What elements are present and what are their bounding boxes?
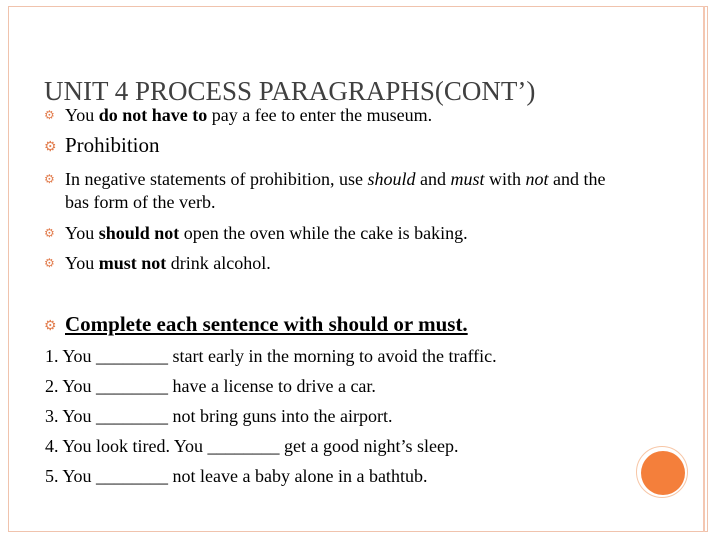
- bullet-text: You do not have to pay a fee to enter the museum.: [65, 105, 433, 125]
- bullet-icon: ⚙: [44, 319, 57, 334]
- decorative-orange-circle: [641, 451, 685, 495]
- bullet-icon: ⚙: [44, 226, 55, 240]
- slide-border-right: [703, 6, 705, 532]
- bullet-text: In negative statements of prohibition, use should and must with not and the bas form of the verb.: [65, 169, 606, 212]
- exercise-heading: Complete each sentence with should or must.: [65, 312, 468, 336]
- exercise-item: 4. You look tired. You ________ get a good night’s sleep.: [45, 436, 459, 456]
- bullet-icon: ⚙: [44, 256, 55, 270]
- heading-prohibition: Prohibition: [65, 133, 160, 157]
- bullet-icon: ⚙: [44, 172, 55, 186]
- exercise-item: 2. You ________ have a license to drive a car.: [45, 376, 376, 396]
- slide-title: UNIT 4 PROCESS PARAGRAPHS(CONT’): [44, 76, 536, 106]
- bullet-icon: ⚙: [44, 140, 57, 155]
- bullet-icon: ⚙: [44, 108, 55, 122]
- exercise-item: 3. You ________ not bring guns into the airport.: [45, 406, 393, 426]
- exercise-item: 1. You ________ start early in the morning to avoid the traffic.: [45, 346, 497, 366]
- bullet-text: You must not drink alcohol.: [65, 253, 271, 273]
- bullet-text: You should not open the oven while the cake is baking.: [65, 223, 468, 243]
- exercise-item: 5. You ________ not leave a baby alone in a bathtub.: [45, 466, 428, 486]
